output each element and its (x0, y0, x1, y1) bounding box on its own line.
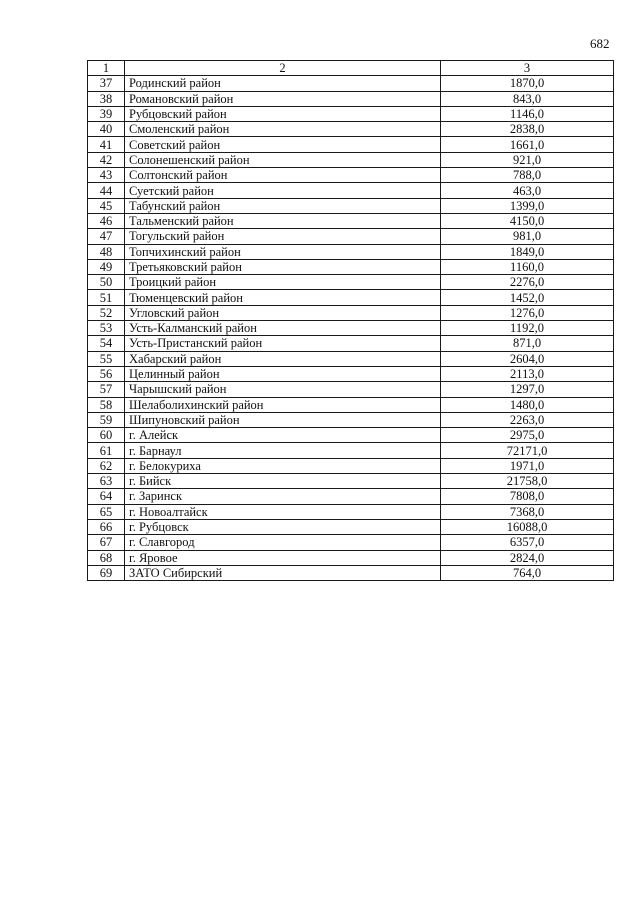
table-row (88, 382, 614, 397)
value-cell: 2604,0 (441, 351, 614, 366)
row-number-cell: 44 (88, 183, 125, 198)
district-name-cell: Рубцовский район (125, 106, 441, 121)
district-name-cell: г. Новоалтайск (125, 504, 441, 519)
value-cell: 2838,0 (441, 122, 614, 137)
district-name-cell: г. Белокуриха (125, 458, 441, 473)
table-row (88, 229, 614, 244)
district-name-cell: Шипуновский район (125, 412, 441, 427)
row-number-cell: 37 (88, 76, 125, 91)
value-cell: 1146,0 (441, 106, 614, 121)
table-row (88, 321, 614, 336)
table-row (88, 519, 614, 534)
row-number-cell: 47 (88, 229, 125, 244)
district-name-cell: Романовский район (125, 91, 441, 106)
value-cell: 6357,0 (441, 535, 614, 550)
row-number-cell: 39 (88, 106, 125, 121)
district-name-cell: Солонешенский район (125, 152, 441, 167)
district-name-cell: Советский район (125, 137, 441, 152)
row-number-cell: 65 (88, 504, 125, 519)
row-number-cell: 51 (88, 290, 125, 305)
header-row (88, 61, 614, 76)
table-row (88, 535, 614, 550)
value-cell: 871,0 (441, 336, 614, 351)
row-number-cell: 52 (88, 305, 125, 320)
district-name-cell: Третьяковский район (125, 259, 441, 274)
value-cell: 764,0 (441, 565, 614, 580)
value-cell: 2824,0 (441, 550, 614, 565)
table-row (88, 336, 614, 351)
row-number-cell: 38 (88, 91, 125, 106)
value-cell: 1160,0 (441, 259, 614, 274)
table-row (88, 168, 614, 183)
page-number: 682 (590, 36, 610, 51)
row-number-cell: 42 (88, 152, 125, 167)
value-cell: 2113,0 (441, 366, 614, 381)
district-name-cell: Родинский район (125, 76, 441, 91)
table-row (88, 198, 614, 213)
row-number-cell: 67 (88, 535, 125, 550)
district-name-cell: Топчихинский район (125, 244, 441, 259)
table-row (88, 152, 614, 167)
table-row (88, 565, 614, 580)
value-cell: 1849,0 (441, 244, 614, 259)
row-number-cell: 40 (88, 122, 125, 137)
district-name-cell: ЗАТО Сибирский (125, 565, 441, 580)
row-number-cell: 68 (88, 550, 125, 565)
district-name-cell: Троицкий район (125, 275, 441, 290)
district-name-cell: Усть-Калманский район (125, 321, 441, 336)
district-name-cell: г. Заринск (125, 489, 441, 504)
value-cell: 4150,0 (441, 213, 614, 228)
table-row (88, 412, 614, 427)
value-cell: 1276,0 (441, 305, 614, 320)
district-name-cell: Угловский район (125, 305, 441, 320)
district-name-cell: г. Рубцовск (125, 519, 441, 534)
district-name-cell: г. Барнаул (125, 443, 441, 458)
table-row (88, 259, 614, 274)
row-number-cell: 56 (88, 366, 125, 381)
row-number-cell: 64 (88, 489, 125, 504)
district-name-cell: г. Алейск (125, 428, 441, 443)
district-name-cell: г. Славгород (125, 535, 441, 550)
column-header-value: 3 (441, 61, 614, 76)
table-row (88, 366, 614, 381)
value-cell: 843,0 (441, 91, 614, 106)
table-row (88, 244, 614, 259)
district-name-cell: г. Бийск (125, 474, 441, 489)
row-number-cell: 59 (88, 412, 125, 427)
value-cell: 2263,0 (441, 412, 614, 427)
row-number-cell: 61 (88, 443, 125, 458)
value-cell: 1971,0 (441, 458, 614, 473)
district-name-cell: Чарышский район (125, 382, 441, 397)
row-number-cell: 45 (88, 198, 125, 213)
data-table (87, 60, 614, 581)
value-cell: 921,0 (441, 152, 614, 167)
value-cell: 16088,0 (441, 519, 614, 534)
value-cell: 1661,0 (441, 137, 614, 152)
row-number-cell: 49 (88, 259, 125, 274)
table-row (88, 443, 614, 458)
value-cell: 21758,0 (441, 474, 614, 489)
value-cell: 1192,0 (441, 321, 614, 336)
district-name-cell: Смоленский район (125, 122, 441, 137)
table-row (88, 213, 614, 228)
row-number-cell: 58 (88, 397, 125, 412)
district-name-cell: Шелаболихинский район (125, 397, 441, 412)
value-cell: 1870,0 (441, 76, 614, 91)
row-number-cell: 53 (88, 321, 125, 336)
value-cell: 2276,0 (441, 275, 614, 290)
district-name-cell: Тогульский район (125, 229, 441, 244)
table-row (88, 489, 614, 504)
value-cell: 2975,0 (441, 428, 614, 443)
district-name-cell: Тальменский район (125, 213, 441, 228)
value-cell: 1297,0 (441, 382, 614, 397)
value-cell: 7368,0 (441, 504, 614, 519)
table-row (88, 458, 614, 473)
row-number-cell: 66 (88, 519, 125, 534)
district-name-cell: Суетский район (125, 183, 441, 198)
table-row (88, 76, 614, 91)
column-header-number: 1 (88, 61, 125, 76)
table-row (88, 428, 614, 443)
column-header-name: 2 (125, 61, 441, 76)
row-number-cell: 55 (88, 351, 125, 366)
row-number-cell: 63 (88, 474, 125, 489)
table-row (88, 137, 614, 152)
value-cell: 1452,0 (441, 290, 614, 305)
table-row (88, 397, 614, 412)
district-name-cell: Усть-Пристанский район (125, 336, 441, 351)
table-row (88, 290, 614, 305)
table-row (88, 122, 614, 137)
row-number-cell: 57 (88, 382, 125, 397)
table-row (88, 474, 614, 489)
row-number-cell: 60 (88, 428, 125, 443)
table-body (88, 76, 614, 581)
table-row (88, 183, 614, 198)
table-row (88, 351, 614, 366)
district-name-cell: Хабарский район (125, 351, 441, 366)
table-row (88, 305, 614, 320)
district-name-cell: Тюменцевский район (125, 290, 441, 305)
table-row (88, 550, 614, 565)
table-row (88, 106, 614, 121)
table-row (88, 504, 614, 519)
value-cell: 788,0 (441, 168, 614, 183)
row-number-cell: 41 (88, 137, 125, 152)
value-cell: 1399,0 (441, 198, 614, 213)
value-cell: 1480,0 (441, 397, 614, 412)
row-number-cell: 43 (88, 168, 125, 183)
row-number-cell: 46 (88, 213, 125, 228)
table-header (88, 61, 614, 76)
district-name-cell: Табунский район (125, 198, 441, 213)
row-number-cell: 54 (88, 336, 125, 351)
value-cell: 7808,0 (441, 489, 614, 504)
row-number-cell: 50 (88, 275, 125, 290)
table-row (88, 275, 614, 290)
row-number-cell: 48 (88, 244, 125, 259)
value-cell: 72171,0 (441, 443, 614, 458)
value-cell: 981,0 (441, 229, 614, 244)
table-row (88, 91, 614, 106)
district-name-cell: Солтонский район (125, 168, 441, 183)
row-number-cell: 62 (88, 458, 125, 473)
value-cell: 463,0 (441, 183, 614, 198)
district-name-cell: Целинный район (125, 366, 441, 381)
district-name-cell: г. Яровое (125, 550, 441, 565)
row-number-cell: 69 (88, 565, 125, 580)
